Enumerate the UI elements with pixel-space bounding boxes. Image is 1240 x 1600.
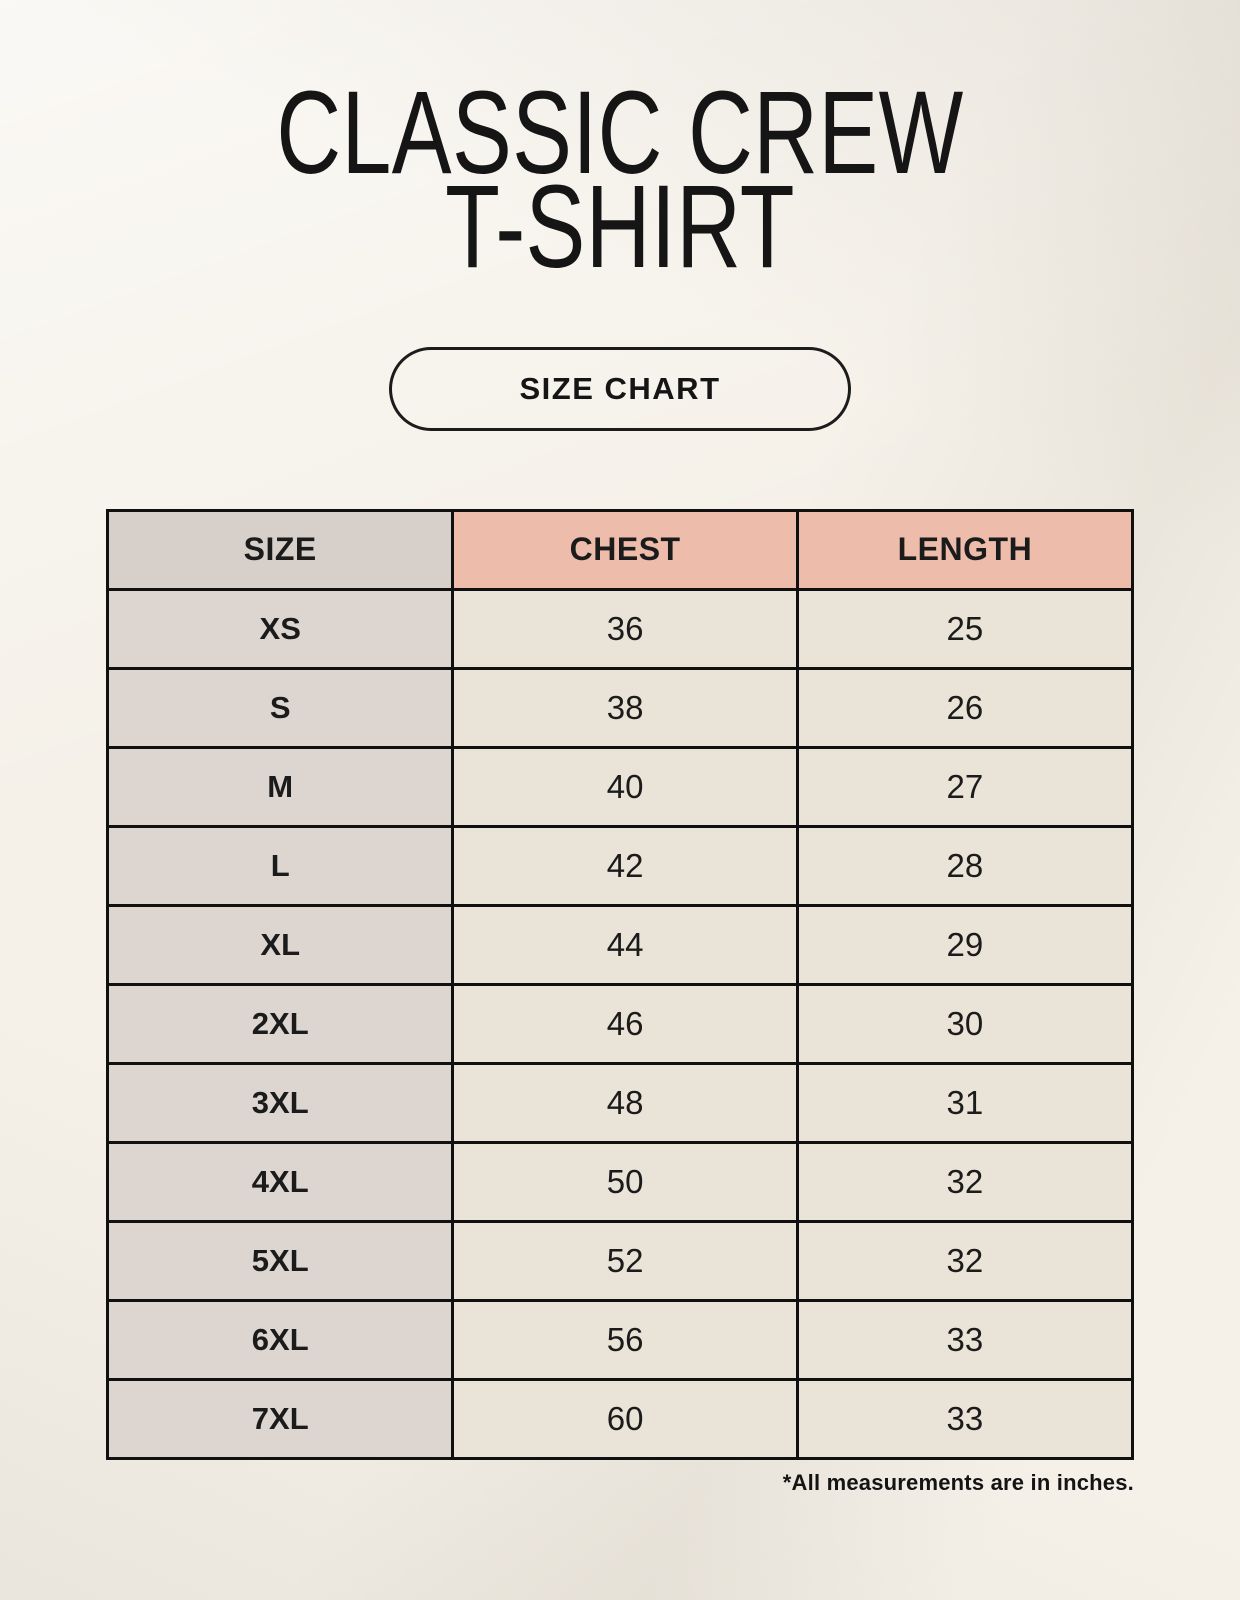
table-row [108,826,1133,905]
size-table-container [106,509,1134,1496]
chest-cell: 46 [453,984,797,1063]
column-header-length: LENGTH [797,510,1132,589]
chest-cell: 60 [453,1379,797,1458]
size-cell: 4XL [108,1142,453,1221]
size-cell: 3XL [108,1063,453,1142]
chest-cell: 40 [453,747,797,826]
length-cell: 27 [797,747,1132,826]
table-row [108,1379,1133,1458]
chest-cell: 36 [453,589,797,668]
size-cell: XL [108,905,453,984]
length-cell: 30 [797,984,1132,1063]
table-row [108,1142,1133,1221]
chest-cell: 42 [453,826,797,905]
size-chart-pill-wrap [0,347,1240,431]
table-row [108,589,1133,668]
page-title [0,0,1240,294]
table-row [108,668,1133,747]
length-cell: 32 [797,1221,1132,1300]
length-cell: 32 [797,1142,1132,1221]
size-cell: S [108,668,453,747]
table-row [108,747,1133,826]
chest-cell: 50 [453,1142,797,1221]
length-cell: 31 [797,1063,1132,1142]
page-title-line-2: T-SHIRT [445,161,795,294]
chest-cell: 56 [453,1300,797,1379]
size-table [106,509,1134,1460]
size-cell: 6XL [108,1300,453,1379]
chest-cell: 44 [453,905,797,984]
measurements-footnote: *All measurements are in inches. [782,1469,1134,1495]
length-cell: 33 [797,1300,1132,1379]
table-row [108,1063,1133,1142]
column-header-size: SIZE [108,510,453,589]
size-cell: XS [108,589,453,668]
chest-cell: 38 [453,668,797,747]
length-cell: 29 [797,905,1132,984]
chest-cell: 52 [453,1221,797,1300]
length-cell: 28 [797,826,1132,905]
length-cell: 26 [797,668,1132,747]
table-header-row [108,510,1133,589]
column-header-chest: CHEST [453,510,797,589]
table-row [108,1221,1133,1300]
length-cell: 33 [797,1379,1132,1458]
table-row [108,905,1133,984]
size-cell: 2XL [108,984,453,1063]
size-chart-button[interactable]: SIZE CHART [389,347,851,431]
page-title-line-1: CLASSIC CREW [276,67,964,199]
size-cell: M [108,747,453,826]
length-cell: 25 [797,589,1132,668]
size-cell: 5XL [108,1221,453,1300]
size-cell: L [108,826,453,905]
size-cell: 7XL [108,1379,453,1458]
chest-cell: 48 [453,1063,797,1142]
table-row [108,984,1133,1063]
table-row [108,1300,1133,1379]
